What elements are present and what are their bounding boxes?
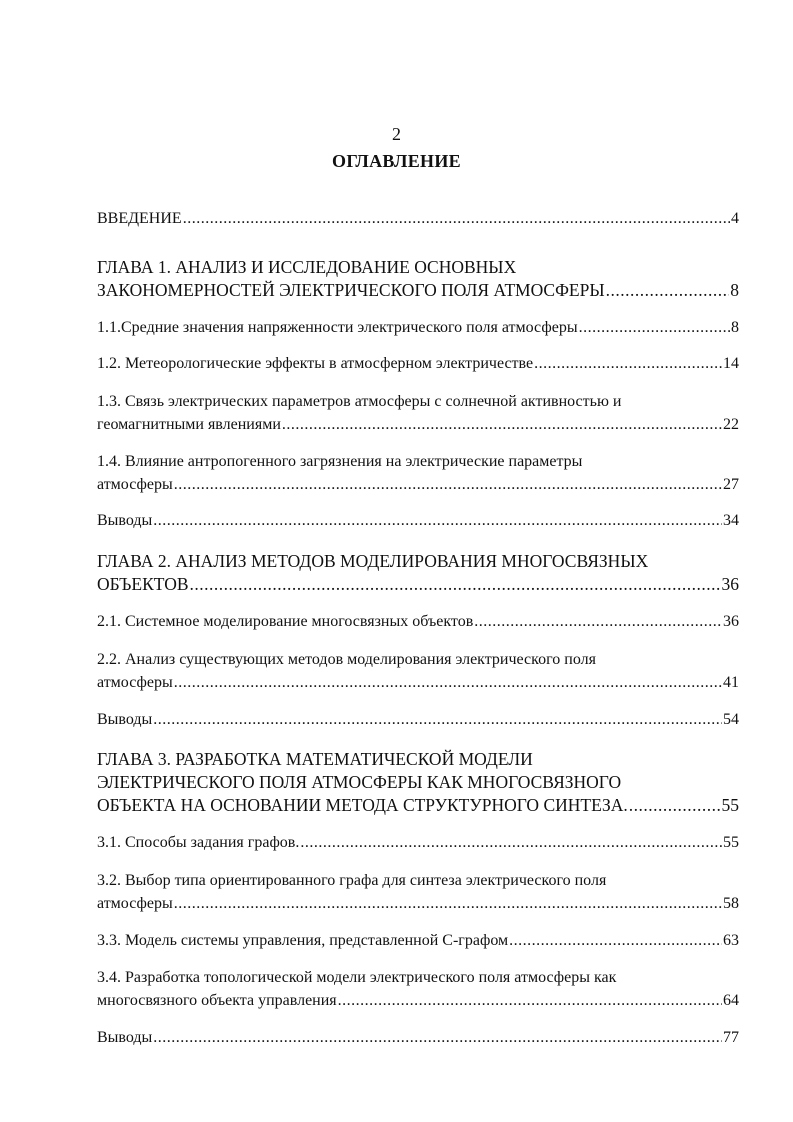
toc-entry-page: 64 xyxy=(723,992,739,1009)
toc-entry-line xyxy=(97,989,739,1012)
toc-entry-line xyxy=(97,831,739,854)
toc-title: ОГЛАВЛЕНИЕ xyxy=(332,151,461,171)
toc-entry-page: 14 xyxy=(723,355,739,372)
toc-entry-section-3-3[interactable] xyxy=(97,929,739,952)
toc-entry-title-line: ГЛАВА 1. АНАЛИЗ И ИССЛЕДОВАНИЕ ОСНОВНЫХ xyxy=(97,257,517,277)
table-of-contents xyxy=(97,207,739,1049)
toc-entry-section-3-1[interactable] xyxy=(97,831,739,854)
toc-entry-page: 55 xyxy=(721,795,739,815)
toc-entry-line xyxy=(97,352,739,375)
toc-entry-title: ОБЪЕКТОВ xyxy=(97,574,189,594)
toc-entry-title-line: ГЛАВА 3. РАЗРАБОТКА МАТЕМАТИЧЕСКОЙ МОДЕЛИ xyxy=(97,749,533,769)
toc-entry-section-1-1[interactable] xyxy=(97,316,739,339)
toc-entry-title: 3.3. Модель системы управления, представленной С-графом xyxy=(97,932,509,949)
toc-entry-title-line: 1.3. Связь электрических параметров атмосферы с солнечной активностью и xyxy=(97,393,622,410)
dot-leader xyxy=(282,413,722,436)
dot-leader xyxy=(474,610,722,633)
toc-entry-line xyxy=(97,413,739,436)
toc-entry-title: ЗАКОНОМЕРНОСТЕЙ ЭЛЕКТРИЧЕСКОГО ПОЛЯ АТМОСФЕРЫ xyxy=(97,280,605,300)
dot-leader xyxy=(509,929,722,952)
toc-entry-page: 41 xyxy=(723,674,739,691)
toc-entry-line xyxy=(97,1026,739,1049)
dot-leader xyxy=(606,279,730,302)
dot-leader xyxy=(190,573,721,596)
toc-entry-title: многосвязного объекта управления xyxy=(97,992,337,1009)
toc-entry-title: Выводы xyxy=(97,1029,153,1046)
toc-entry-chapter-2[interactable] xyxy=(97,550,739,596)
toc-entry-introduction[interactable] xyxy=(97,207,739,230)
toc-entry-conclusions-3[interactable] xyxy=(97,1026,739,1049)
toc-entry-line xyxy=(97,573,739,596)
toc-entry-line xyxy=(97,207,739,230)
dot-leader xyxy=(300,831,722,854)
toc-entry-line xyxy=(97,708,739,731)
toc-entry-title: геомагнитными явлениями xyxy=(97,416,281,433)
dot-leader xyxy=(629,794,721,817)
toc-entry-section-1-4[interactable] xyxy=(97,450,739,496)
dot-leader xyxy=(174,892,722,915)
toc-entry-page: 36 xyxy=(723,613,739,630)
toc-entry-line xyxy=(97,473,739,496)
toc-entry-page: 58 xyxy=(723,895,739,912)
toc-entry-page: 27 xyxy=(723,476,739,493)
toc-entry-title-line: 3.4. Разработка топологической модели электрического поля атмосферы как xyxy=(97,969,617,986)
dot-leader xyxy=(153,509,722,532)
toc-entry-title-line: 2.2. Анализ существующих методов моделирования электрического поля xyxy=(97,651,596,668)
toc-entry-line xyxy=(97,610,739,633)
toc-entry-page: 54 xyxy=(723,711,739,728)
dot-leader xyxy=(153,1026,722,1049)
toc-entry-title-line: ЭЛЕКТРИЧЕСКОГО ПОЛЯ АТМОСФЕРЫ КАК МНОГОСВЯЗНОГО xyxy=(97,772,622,792)
toc-entry-line xyxy=(97,794,739,817)
toc-entry-page: 4 xyxy=(731,210,739,227)
toc-entry-page: 77 xyxy=(723,1029,739,1046)
toc-entry-page: 36 xyxy=(721,574,739,594)
dot-leader xyxy=(183,207,730,230)
toc-entry-conclusions-1[interactable] xyxy=(97,509,739,532)
dot-leader xyxy=(153,708,722,731)
toc-entry-page: 63 xyxy=(723,932,739,949)
toc-entry-title: ОБЪЕКТА НА ОСНОВАНИИ МЕТОДА СТРУКТУРНОГО СИНТЕЗА. xyxy=(97,795,628,815)
toc-entry-title: 1.1.Средние значения напряженности электрического поля атмосферы xyxy=(97,319,578,336)
toc-entry-section-2-2[interactable] xyxy=(97,648,739,694)
toc-entry-section-3-4[interactable] xyxy=(97,966,739,1012)
toc-entry-title-line: ГЛАВА 2. АНАЛИЗ МЕТОДОВ МОДЕЛИРОВАНИЯ МНОГОСВЯЗНЫХ xyxy=(97,551,649,571)
dot-leader xyxy=(174,671,722,694)
toc-entry-line xyxy=(97,279,739,302)
dot-leader xyxy=(579,316,730,339)
toc-entry-title-line: 1.4. Влияние антропогенного загрязнения на электрические параметры xyxy=(97,453,583,470)
page-number: 2 xyxy=(392,124,401,144)
toc-entry-section-1-3[interactable] xyxy=(97,390,739,436)
toc-entry-title-line: 3.2. Выбор типа ориентированного графа для синтеза электрического поля xyxy=(97,872,607,889)
dot-leader xyxy=(174,473,722,496)
toc-entry-conclusions-2[interactable] xyxy=(97,708,739,731)
toc-entry-chapter-1[interactable] xyxy=(97,256,739,302)
toc-entry-line xyxy=(97,892,739,915)
toc-entry-page: 8 xyxy=(731,319,739,336)
toc-entry-line xyxy=(97,509,739,532)
toc-entry-page: 8 xyxy=(730,280,739,300)
toc-entry-chapter-3[interactable] xyxy=(97,748,739,817)
toc-entry-title: 2.1. Системное моделирование многосвязных объектов xyxy=(97,613,474,630)
toc-entry-page: 55 xyxy=(723,834,739,851)
toc-entry-title: 3.1. Способы задания графов. xyxy=(97,834,300,851)
dot-leader xyxy=(338,989,722,1012)
toc-entry-title: атмосферы xyxy=(97,476,173,493)
toc-entry-title: Выводы xyxy=(97,711,153,728)
toc-entry-line xyxy=(97,671,739,694)
toc-entry-section-1-2[interactable] xyxy=(97,352,739,375)
toc-entry-title: атмосферы xyxy=(97,895,173,912)
dot-leader xyxy=(534,352,722,375)
toc-entry-page: 34 xyxy=(723,512,739,529)
toc-entry-section-2-1[interactable] xyxy=(97,610,739,633)
toc-entry-title: ВВЕДЕНИЕ xyxy=(97,210,182,227)
toc-entry-section-3-2[interactable] xyxy=(97,869,739,915)
toc-entry-title: Выводы xyxy=(97,512,153,529)
toc-entry-page: 22 xyxy=(723,416,739,433)
toc-entry-title: 1.2. Метеорологические эффекты в атмосферном электричестве xyxy=(97,355,534,372)
toc-entry-line xyxy=(97,929,739,952)
toc-entry-line xyxy=(97,316,739,339)
toc-entry-title: атмосферы xyxy=(97,674,173,691)
